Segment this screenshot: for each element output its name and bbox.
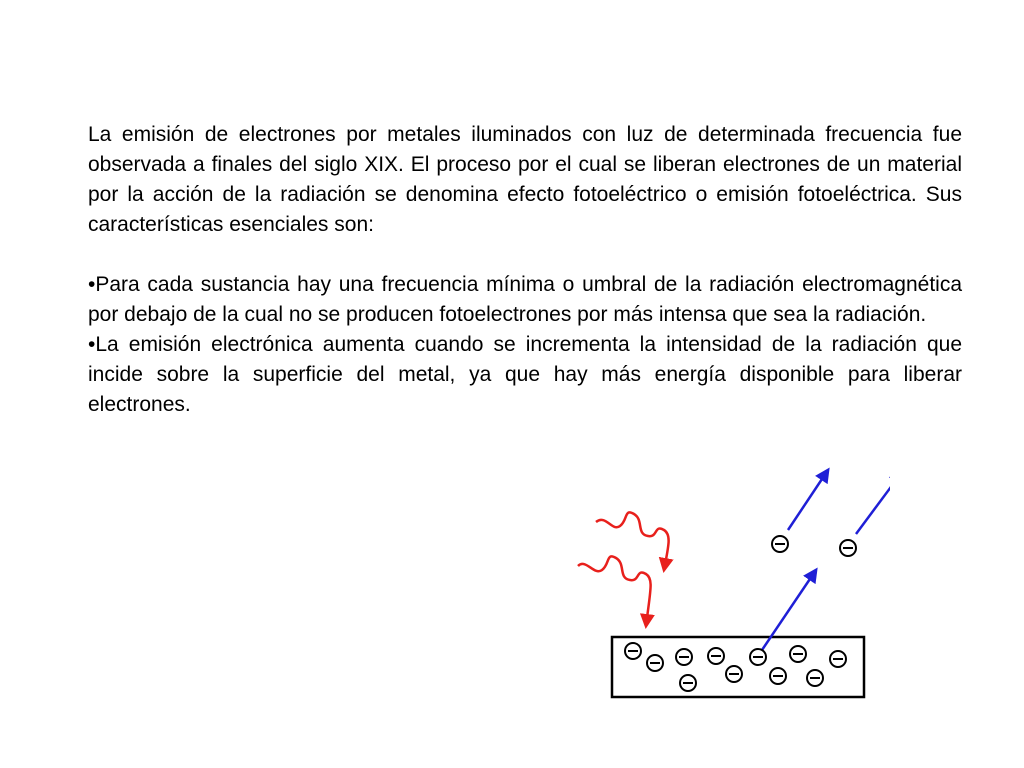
intro-paragraph: La emisión de electrones por metales iluminados con luz de determinada frecuencia fue observada a finales del siglo XIX. El proceso por el cual se liberan electrones de un material por la acción de la radiación se denomina efecto fotoeléctrico o emisión fotoeléctrica. Sus características esenciales son: (88, 123, 962, 236)
bullet-threshold-frequency: •Para cada sustancia hay una frecuencia mínima o umbral de la radiación electromagnética por debajo de la cual no se producen fotoelectrones por más intensa que sea la radiación. (88, 273, 962, 326)
light-wave-bottom (578, 556, 651, 626)
electron (807, 670, 823, 686)
paragraph-spacer (88, 240, 962, 270)
electron-ejected (840, 540, 856, 556)
electron (647, 655, 663, 671)
electron-path-left (788, 470, 828, 530)
bullet-intensity: •La emisión electrónica aumenta cuando se incrementa la intensidad de la radiación que incide sobre la superficie del metal, ya que hay más energía disponible para liberar electrones. (88, 333, 962, 416)
electron (676, 649, 692, 665)
electron (770, 668, 786, 684)
electron (625, 643, 641, 659)
electron-path-right (856, 472, 890, 534)
electron (680, 675, 696, 691)
photoelectric-svg (560, 460, 890, 710)
photoelectric-diagram (560, 460, 890, 710)
electron (708, 648, 724, 664)
electron (750, 649, 766, 665)
electron-ejected (772, 536, 788, 552)
electron (830, 651, 846, 667)
text-block (88, 120, 962, 420)
electron (790, 646, 806, 662)
electron (726, 666, 742, 682)
